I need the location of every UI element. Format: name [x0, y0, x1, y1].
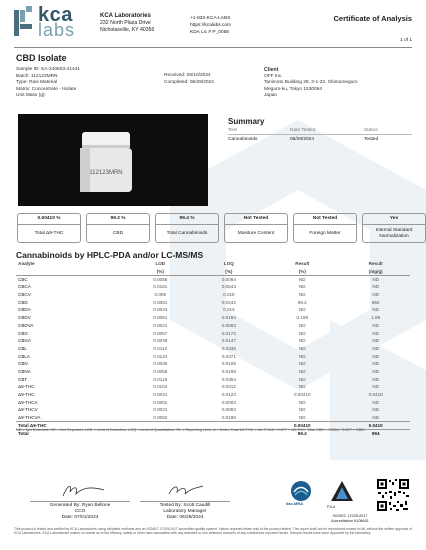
cell-lod: 0.0104	[153, 384, 168, 390]
sample-jar-image	[78, 130, 134, 194]
cell-result-pct: ND	[298, 407, 306, 413]
cell-analyte: CBNA	[18, 368, 31, 374]
lab-info	[100, 13, 154, 34]
result-box	[224, 213, 288, 243]
cell-result-mgg: 1.89	[371, 315, 381, 321]
cell-loq: 0.0543	[221, 284, 236, 290]
ilac-mra-logo-icon	[290, 480, 312, 502]
pjla-logo-icon	[330, 480, 354, 502]
cell-result-mgg: 0.0410	[368, 422, 383, 428]
sample-id: Sample ID: SA-240603-41441	[16, 67, 80, 72]
cell-result-pct: ND	[298, 330, 306, 336]
cell-result-mgg: ND	[372, 376, 380, 382]
lab-phone: +1-833-KCA-LABS	[190, 16, 231, 21]
cell-lod: 0.0049	[153, 338, 168, 344]
cell-lod: 0.0001	[153, 399, 168, 405]
table-row	[16, 360, 410, 368]
cell-result-pct: ND	[298, 368, 306, 374]
cell-result-mgg: ND	[372, 399, 380, 405]
sample-type: Type: Raw Material	[16, 80, 58, 85]
cell-result-pct: 0.00410	[293, 422, 311, 428]
result-box-label: Total Cannabinoids	[166, 230, 208, 236]
col-loq: LOQ	[223, 261, 234, 267]
result-box-value: 99.2 %	[87, 214, 149, 225]
cell-loq: 0.0147	[221, 338, 236, 344]
cell-analyte: Δ9-THCA	[18, 399, 38, 405]
cell-lod: 0.0124	[153, 353, 168, 359]
cell-analyte: Δ9-THCVA	[18, 414, 41, 420]
unit-lod: (%)	[126, 268, 195, 276]
cell-loq: 0.0172	[221, 330, 236, 336]
cell-result-mgg: ND	[372, 345, 380, 351]
cell-result-pct: 0.189	[296, 315, 309, 321]
summary-row	[228, 135, 412, 142]
cell-result-mgg: ND	[372, 414, 380, 420]
cell-loq: 0.0371	[221, 353, 236, 359]
cell-loq: 0.0354	[221, 376, 236, 382]
sample-unit-mass: Unit Mass (g):	[16, 93, 46, 98]
cell-analyte: CBGA	[18, 338, 32, 344]
cell-analyte: CBG	[18, 330, 28, 336]
unit-loq: (%)	[195, 268, 264, 276]
disclaimer: This product is tested and verified by KCA Laboratories using validated methods and an ISO/IEC 17025:2017 accredited quality system. Values reported relate only to the product tested. This report shall not be reproduced except in full, without the written approval of KCA Laboratories. KCA Laboratories makes no claims as to the efficacy, safety or other risks associated with any detected or non-detected amounts of any substances reported herein. Sample results have been approved by the laboratory.	[14, 527, 412, 536]
table-row	[16, 329, 410, 337]
sample-batch: Batch: 112123MRN	[16, 73, 58, 79]
cell-loq: 0.0184	[221, 315, 236, 321]
summary-table	[228, 128, 412, 142]
client-address3: Japan	[264, 93, 278, 98]
table-notes: ND = Not Detected; NR = Not Reported; LOD = Limit of Detection; LOQ = Limit of Quantitation; RL = Reporting Limit; Δ = Delta; Total Δ9-THC = Δ9-THCA * 0.877 + Δ9-THC; Total CBD = CBDA * 0.877 + CBD.	[16, 428, 366, 432]
cell-result-pct: ND	[298, 376, 306, 382]
cell-analyte: CBDVA	[18, 322, 34, 328]
result-box	[293, 213, 357, 243]
cell-analyte: CBL	[18, 345, 27, 351]
cannabinoids-title: Cannabinoids by HPLC-PDA and/or LC-MS/MS	[16, 250, 204, 260]
result-box	[86, 213, 150, 243]
cell-result-pct: ND	[298, 338, 306, 344]
table-row	[16, 414, 410, 422]
result-box-label: Foreign Matter	[309, 230, 341, 236]
cell-result-pct: ND	[298, 322, 306, 328]
cell-loq: 0.0109	[221, 361, 236, 367]
sample-title: CBD Isolate	[16, 53, 67, 63]
client-info	[264, 67, 358, 100]
received-date: Received: 06/10/2024	[164, 73, 211, 78]
completed-date: Completed: 06/28/2024	[164, 79, 214, 85]
cell-lod: 0.0118	[153, 376, 168, 382]
cell-result-mgg: ND	[372, 368, 380, 374]
logo-mark-icon	[14, 6, 34, 40]
cell-result-mgg: ND	[372, 338, 380, 344]
cell-loq: 0.018	[223, 292, 235, 298]
cell-loq: 0.0242	[221, 299, 236, 305]
result-box	[362, 213, 426, 243]
signer-2-name: Tested By: Scott Caudill	[159, 503, 211, 508]
cell-loq: 0.0003	[221, 399, 236, 405]
ilac-mra-text: ilac-MRA	[286, 501, 304, 506]
cell-loq: 0.013	[223, 307, 235, 313]
accreditation-number: Accreditation #108651	[331, 518, 369, 523]
cell-result-pct: ND	[298, 361, 306, 367]
result-box-value: Yes	[363, 214, 425, 225]
unit-result-mgg: (mg/g)	[341, 268, 410, 276]
summary-col-test: Test	[228, 128, 237, 133]
table-row	[16, 322, 410, 330]
accreditation-standard: ISO/IEC 17025:2017	[332, 514, 368, 518]
cell-loq: 0.0169	[221, 368, 236, 374]
result-box-label: CBD	[112, 230, 124, 236]
cell-analyte: Δ9-THC	[18, 392, 35, 398]
logo-text-top: kca	[38, 4, 73, 26]
cannabinoids-table	[16, 260, 410, 437]
cell-lod: 0.0021	[153, 322, 168, 328]
client-heading: Client	[264, 67, 279, 73]
cell-loq: 0.0312	[221, 384, 236, 390]
cell-loq: 0.0063	[221, 322, 236, 328]
table-row	[16, 275, 410, 283]
cell-lod: 0.0055	[153, 276, 168, 282]
summary-col-status: Status	[364, 128, 378, 133]
cell-loq: 0.0336	[221, 345, 236, 351]
lab-address-line2: Nicholasville, KY 40356	[100, 27, 155, 33]
cell-analyte: CBD	[18, 299, 28, 305]
col-lod: LOD	[155, 261, 166, 267]
document-title: Certificate of Analysis	[333, 14, 412, 23]
sample-matrix: Matrix: Concentrate - Isolate	[16, 86, 77, 92]
cell-analyte: CBCA	[18, 284, 31, 290]
table-row	[16, 383, 410, 391]
client-address1: Tanimoto Building 28, 3-1-22, Shimomeguro	[264, 80, 358, 85]
signer-1	[30, 503, 130, 520]
summary-status: Tested	[364, 137, 379, 142]
cell-result-pct: 0.00410	[293, 392, 311, 398]
cell-result-mgg: ND	[372, 322, 380, 328]
cell-analyte: CBT	[18, 376, 28, 382]
cell-lod: 0.0056	[153, 368, 168, 374]
sample-dates	[164, 73, 214, 86]
result-box	[155, 213, 219, 243]
signer-1-date: Date: 07/01/2024	[61, 514, 99, 520]
summary-date: 06/28/2024	[290, 137, 315, 142]
result-box-value: 99.4 %	[156, 214, 218, 225]
table-row	[16, 298, 410, 306]
table-row	[16, 314, 410, 322]
signature-line-2	[140, 501, 230, 502]
signature-ryan-bellone	[60, 482, 106, 500]
cell-result-pct: ND	[298, 353, 306, 359]
lab-contact	[190, 15, 231, 36]
lab-name: KCA Laboratories	[100, 13, 151, 19]
cell-result-pct: ND	[298, 284, 306, 290]
client-name: OFF Inc.	[264, 73, 283, 79]
logo-text-bottom: labs	[38, 20, 76, 40]
summary-col-date: Date Tested	[290, 128, 316, 133]
cell-result-mgg: 0.0410	[368, 392, 383, 398]
signer-1-role: CCO	[74, 508, 86, 514]
lab-license: KDA Lic # P_0058	[190, 30, 229, 35]
cell-analyte: Δ8-THC	[18, 384, 35, 390]
cell-analyte: CBLA	[18, 353, 31, 359]
cell-result-mgg: ND	[372, 353, 380, 359]
cell-analyte: CBCV	[18, 292, 31, 298]
cell-lod: 0.0062	[153, 414, 168, 420]
cell-loq: 0.0063	[221, 407, 236, 413]
signer-2-date: Date: 06/28/2024	[166, 514, 204, 520]
cell-analyte: CBN	[18, 361, 28, 367]
cell-lod: 0.006	[154, 292, 167, 298]
table-row	[16, 406, 410, 414]
result-box-label: Moisture Content	[237, 230, 275, 236]
table-row	[16, 291, 410, 299]
accreditation-text	[300, 514, 400, 523]
summary-test: Cannabinoids	[228, 137, 258, 142]
lab-address-line1: 232 North Plaza Drive	[100, 20, 151, 26]
cell-lod: 0.0061	[153, 315, 168, 321]
cell-result-pct: ND	[298, 345, 306, 351]
sample-meta	[16, 67, 80, 100]
cell-result-mgg: ND	[372, 284, 380, 290]
cell-analyte: Δ9-THCV	[18, 407, 38, 413]
signer-2	[140, 503, 230, 520]
unit-result-pct: (%)	[263, 268, 341, 276]
kca-labs-logo	[14, 6, 75, 40]
header-divider	[14, 47, 412, 48]
cell-lod: 0.0043	[153, 307, 168, 313]
table-row	[16, 398, 410, 406]
signature-scott-caudill	[165, 482, 205, 500]
table-row	[16, 283, 410, 291]
cell-lod: 0.0057	[153, 330, 168, 336]
cell-result-mgg: ND	[372, 330, 380, 336]
table-row	[16, 375, 410, 383]
cell-result-mgg: ND	[372, 276, 380, 282]
cell-lod: 0.0112	[153, 345, 168, 351]
cell-analyte: Total	[18, 430, 29, 436]
table-row	[16, 368, 410, 376]
signer-2-role: Laboratory Manager	[163, 508, 207, 514]
table-row	[16, 391, 410, 399]
client-address2: Meguro-ku, Tokyo 1530064	[264, 86, 323, 92]
jar-label: 112123MRN	[89, 170, 123, 176]
table-row	[16, 345, 410, 353]
lab-website[interactable]: https://kcalabs.com	[190, 23, 232, 28]
cell-result-mgg: ND	[372, 407, 380, 413]
col-result-pct: Result	[295, 261, 310, 267]
cell-result-mgg: ND	[372, 361, 380, 367]
result-box-label: Total Δ9-THC	[34, 230, 64, 236]
table-row	[16, 306, 410, 314]
table-row	[16, 352, 410, 360]
col-analyte: Analyte	[18, 261, 35, 267]
cell-result-pct: ND	[298, 292, 306, 298]
cell-result-mgg: 994	[371, 430, 380, 436]
result-box-label: Internal Standard Normalization	[375, 227, 413, 239]
cell-lod: 0.0181	[153, 284, 168, 290]
result-box-value: 0.00410 %	[18, 214, 80, 225]
cell-result-pct: 99.2	[297, 299, 307, 305]
cell-analyte: CBC	[18, 276, 28, 282]
cell-result-mgg: ND	[372, 307, 380, 313]
cell-result-pct: 99.4	[297, 430, 307, 436]
cell-lod: 0.0036	[153, 361, 168, 367]
cell-result-pct: ND	[298, 399, 306, 405]
result-boxes	[17, 213, 426, 243]
signature-line-1	[30, 501, 130, 502]
pjla-text: PJLA	[327, 505, 336, 509]
cell-loq: 0.0084	[221, 276, 236, 282]
cell-result-mgg: 992	[371, 299, 380, 305]
cell-lod: 0.0081	[153, 299, 168, 305]
result-box	[17, 213, 81, 243]
cell-lod: 0.0021	[153, 407, 168, 413]
unit-analyte	[16, 268, 126, 276]
cell-result-pct: ND	[298, 384, 306, 390]
qr-code-icon[interactable]	[376, 478, 410, 512]
cell-result-mgg: ND	[372, 384, 380, 390]
cell-loq: 0.0186	[221, 414, 236, 420]
cell-analyte: CBDV	[18, 315, 31, 321]
cell-lod: 0.0041	[153, 392, 168, 398]
cell-result-pct: ND	[298, 414, 306, 420]
col-result-mgg: Result	[368, 261, 383, 267]
cell-analyte: CBDA	[18, 307, 31, 313]
cell-result-pct: ND	[298, 307, 306, 313]
result-box-value: Not Tested	[294, 214, 356, 225]
cell-analyte: Total Δ9-THC	[18, 422, 47, 428]
summary-heading: Summary	[228, 117, 265, 126]
cell-result-pct: ND	[298, 276, 306, 282]
cell-result-mgg: ND	[372, 292, 380, 298]
page-number: 1 of 1	[399, 38, 412, 43]
signer-1-name: Generated By: Ryan Bellone	[49, 503, 111, 508]
result-box-value: Not Tested	[225, 214, 287, 225]
cell-loq: 0.0123	[221, 392, 236, 398]
table-row	[16, 337, 410, 345]
